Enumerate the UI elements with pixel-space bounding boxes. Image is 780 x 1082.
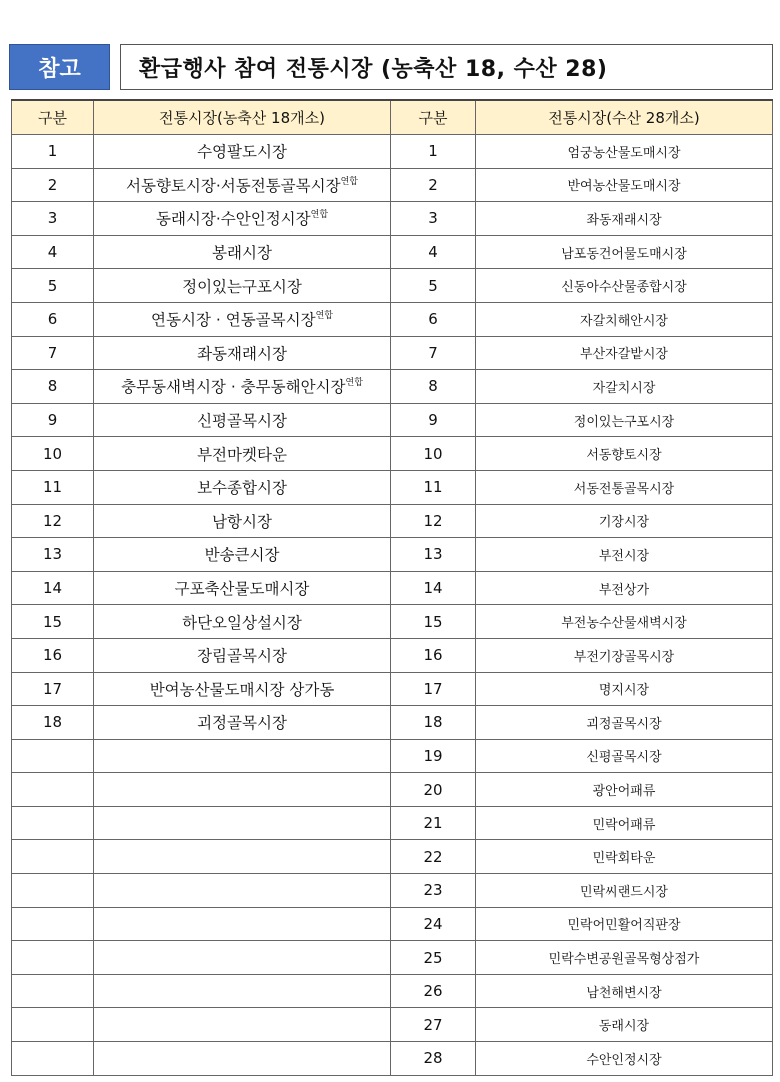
agri-market-cell bbox=[94, 638, 391, 672]
table-row bbox=[12, 840, 773, 874]
sea-market-cell-text: 부전시장 bbox=[598, 548, 650, 564]
table-row bbox=[12, 1042, 773, 1076]
agri-index-cell bbox=[12, 941, 94, 975]
sea-index-cell-text: 3 bbox=[428, 209, 438, 228]
agri-market-cell-text: 수영팔도시장 bbox=[197, 143, 287, 162]
agri-index-cell bbox=[12, 403, 94, 437]
sea-index-cell bbox=[391, 907, 476, 941]
sea-index-cell bbox=[391, 638, 476, 672]
sea-market-cell bbox=[476, 1008, 773, 1042]
sea-market-cell-text: 민락수변공원골목형상점가 bbox=[548, 952, 700, 968]
sea-index-cell bbox=[391, 168, 476, 202]
sea-market-cell bbox=[476, 370, 773, 404]
agri-market-cell-text: 봉래시장 bbox=[212, 244, 272, 263]
union-marker: 연합 bbox=[340, 176, 358, 187]
agri-index-cell bbox=[12, 538, 94, 572]
table-row bbox=[12, 672, 773, 706]
sea-market-cell-text: 좌동재래시장 bbox=[586, 212, 662, 228]
sea-market-cell-text: 남포동건어물도매시장 bbox=[561, 246, 687, 262]
agri-market-cell bbox=[94, 538, 391, 572]
agri-index-cell bbox=[12, 739, 94, 773]
agri-index-cell bbox=[12, 773, 94, 807]
agri-market-cell bbox=[94, 739, 391, 773]
agri-index-cell bbox=[12, 135, 94, 169]
sea-market-cell-text: 부전상가 bbox=[598, 582, 650, 598]
sea-index-cell-text: 8 bbox=[428, 377, 438, 396]
sea-market-cell-text: 부전기장골목시장 bbox=[573, 649, 675, 665]
agri-market-cell-text: 하단오일상설시장 bbox=[182, 613, 302, 632]
agri-market-cell bbox=[94, 202, 391, 236]
sea-market-cell-text: 부전농수산물새벽시장 bbox=[561, 616, 687, 632]
sea-market-cell bbox=[476, 605, 773, 639]
header-index-sea: 구분 bbox=[391, 100, 476, 135]
agri-index-cell-text: 6 bbox=[47, 310, 58, 329]
sea-index-cell-text: 18 bbox=[423, 713, 443, 732]
sea-index-cell bbox=[391, 1008, 476, 1042]
table-row bbox=[12, 470, 773, 504]
sea-index-cell bbox=[391, 840, 476, 874]
agri-index-cell-text: 15 bbox=[42, 612, 63, 631]
agri-market-cell bbox=[94, 605, 391, 639]
agri-market-cell-text: 서동향토시장·서동전통골목시장 bbox=[126, 176, 341, 195]
sea-index-cell-text: 2 bbox=[428, 175, 438, 194]
table-row bbox=[12, 437, 773, 471]
market-table bbox=[11, 99, 773, 1076]
agri-index-cell bbox=[12, 874, 94, 908]
agri-index-cell-text: 18 bbox=[42, 713, 63, 732]
agri-market-cell bbox=[94, 504, 391, 538]
sea-index-cell bbox=[391, 504, 476, 538]
table-row bbox=[12, 168, 773, 202]
agri-market-cell bbox=[94, 806, 391, 840]
sea-index-cell bbox=[391, 672, 476, 706]
sea-market-cell bbox=[476, 672, 773, 706]
agri-market-cell-text: 신평골목시장 bbox=[197, 412, 287, 431]
sea-index-cell bbox=[391, 370, 476, 404]
document-header bbox=[9, 44, 773, 90]
sea-market-cell bbox=[476, 403, 773, 437]
agri-market-cell bbox=[94, 571, 391, 605]
sea-market-cell-text: 서동향토시장 bbox=[586, 448, 662, 464]
table-row bbox=[12, 706, 773, 740]
table-row bbox=[12, 806, 773, 840]
agri-market-cell bbox=[94, 907, 391, 941]
agri-index-cell bbox=[12, 470, 94, 504]
table-row bbox=[12, 235, 773, 269]
table-row bbox=[12, 941, 773, 975]
agri-market-cell bbox=[94, 1042, 391, 1076]
sea-index-cell bbox=[391, 302, 476, 336]
sea-market-cell-text: 광안어패류 bbox=[592, 784, 656, 800]
sea-market-cell bbox=[476, 336, 773, 370]
table-row bbox=[12, 773, 773, 807]
sea-market-cell bbox=[476, 202, 773, 236]
sea-market-cell bbox=[476, 706, 773, 740]
sea-market-cell-text: 엄궁농산물도매시장 bbox=[567, 145, 681, 161]
sea-index-cell-text: 15 bbox=[423, 612, 443, 631]
agri-market-cell bbox=[94, 1008, 391, 1042]
sea-index-cell-text: 14 bbox=[423, 579, 443, 598]
sea-market-cell-text: 정이있는구포시장 bbox=[573, 414, 675, 430]
agri-index-cell-text: 17 bbox=[42, 679, 63, 698]
agri-index-cell bbox=[12, 235, 94, 269]
header-index-agri: 구분 bbox=[12, 100, 94, 135]
table-row bbox=[12, 403, 773, 437]
sea-market-cell-text: 부산자갈밭시장 bbox=[580, 347, 668, 363]
agri-index-cell-text: 4 bbox=[47, 243, 58, 262]
union-marker: 연합 bbox=[315, 311, 333, 322]
agri-market-cell bbox=[94, 302, 391, 336]
table-row bbox=[12, 269, 773, 303]
sea-index-cell-text: 24 bbox=[423, 914, 443, 933]
agri-market-cell-text: 반여농산물도매시장 상가동 bbox=[149, 680, 335, 699]
header-market-sea: 전통시장(수산 28개소) bbox=[476, 100, 773, 135]
agri-index-cell-text: 12 bbox=[42, 511, 63, 530]
sea-index-cell bbox=[391, 605, 476, 639]
agri-index-cell-text: 13 bbox=[42, 545, 63, 564]
sea-market-cell-text: 수안인정시장 bbox=[586, 1052, 662, 1068]
sea-market-cell bbox=[476, 806, 773, 840]
sea-index-cell bbox=[391, 403, 476, 437]
agri-market-cell-text: 부전마켓타운 bbox=[197, 445, 287, 464]
agri-market-cell bbox=[94, 706, 391, 740]
agri-index-cell-text: 9 bbox=[47, 411, 58, 430]
agri-market-cell-text: 보수종합시장 bbox=[197, 479, 287, 498]
sea-market-cell bbox=[476, 739, 773, 773]
agri-index-cell-text: 3 bbox=[47, 209, 58, 228]
sea-market-cell-text: 동래시장 bbox=[598, 1019, 650, 1035]
agri-market-cell bbox=[94, 269, 391, 303]
sea-market-cell bbox=[476, 974, 773, 1008]
sea-market-cell bbox=[476, 773, 773, 807]
sea-market-cell bbox=[476, 135, 773, 169]
sea-market-cell-text: 민락회타운 bbox=[592, 851, 656, 867]
agri-index-cell bbox=[12, 706, 94, 740]
agri-index-cell bbox=[12, 504, 94, 538]
sea-market-cell-text: 민락씨랜드시장 bbox=[580, 884, 668, 900]
sea-index-cell-text: 26 bbox=[423, 982, 443, 1001]
agri-index-cell bbox=[12, 638, 94, 672]
agri-index-cell bbox=[12, 840, 94, 874]
sea-market-cell-text: 남천해변시장 bbox=[586, 985, 662, 1001]
agri-index-cell bbox=[12, 437, 94, 471]
agri-index-cell bbox=[12, 672, 94, 706]
sea-market-cell bbox=[476, 638, 773, 672]
sea-index-cell-text: 19 bbox=[423, 746, 443, 765]
agri-market-cell-text: 충무동새벽시장 · 충무동해안시장 bbox=[121, 378, 346, 397]
agri-market-cell bbox=[94, 672, 391, 706]
header-market-agri: 전통시장(농축산 18개소) bbox=[94, 100, 391, 135]
agri-market-cell-text: 남항시장 bbox=[212, 512, 272, 531]
agri-market-cell-text: 장림골목시장 bbox=[197, 647, 287, 666]
sea-index-cell bbox=[391, 470, 476, 504]
sea-index-cell bbox=[391, 135, 476, 169]
agri-index-cell bbox=[12, 605, 94, 639]
sea-market-cell bbox=[476, 571, 773, 605]
sea-index-cell-text: 25 bbox=[423, 948, 443, 967]
agri-index-cell bbox=[12, 1042, 94, 1076]
sea-index-cell bbox=[391, 706, 476, 740]
document-title: 환급행사 참여 전통시장 (농축산 18, 수산 28) bbox=[120, 44, 773, 90]
sea-index-cell bbox=[391, 941, 476, 975]
agri-index-cell bbox=[12, 974, 94, 1008]
agri-market-cell bbox=[94, 235, 391, 269]
sea-index-cell bbox=[391, 437, 476, 471]
sea-market-cell bbox=[476, 235, 773, 269]
sea-market-cell bbox=[476, 874, 773, 908]
sea-index-cell-text: 9 bbox=[428, 411, 438, 430]
agri-index-cell-text: 11 bbox=[42, 478, 63, 497]
sea-market-cell bbox=[476, 907, 773, 941]
sea-index-cell bbox=[391, 739, 476, 773]
table-row bbox=[12, 874, 773, 908]
table-row bbox=[12, 370, 773, 404]
table-row bbox=[12, 638, 773, 672]
sea-index-cell bbox=[391, 202, 476, 236]
sea-market-cell bbox=[476, 437, 773, 471]
agri-market-cell bbox=[94, 840, 391, 874]
sea-index-cell-text: 21 bbox=[423, 814, 443, 833]
agri-market-cell bbox=[94, 336, 391, 370]
table-row bbox=[12, 907, 773, 941]
sea-index-cell-text: 28 bbox=[423, 1049, 443, 1068]
sea-index-cell bbox=[391, 571, 476, 605]
sea-market-cell bbox=[476, 941, 773, 975]
sea-market-cell bbox=[476, 269, 773, 303]
agri-index-cell-text: 1 bbox=[47, 142, 58, 161]
agri-market-cell bbox=[94, 168, 391, 202]
agri-index-cell-text: 10 bbox=[42, 444, 63, 463]
sea-market-cell bbox=[476, 302, 773, 336]
agri-market-cell-text: 반송큰시장 bbox=[204, 546, 280, 565]
table-row bbox=[12, 538, 773, 572]
sea-index-cell bbox=[391, 806, 476, 840]
agri-market-cell bbox=[94, 941, 391, 975]
sea-index-cell-text: 6 bbox=[428, 310, 438, 329]
sea-market-cell-text: 기장시장 bbox=[598, 515, 650, 531]
table-row bbox=[12, 739, 773, 773]
agri-market-cell bbox=[94, 135, 391, 169]
agri-index-cell-text: 8 bbox=[47, 377, 58, 396]
sea-index-cell-text: 17 bbox=[423, 679, 443, 698]
sea-market-cell bbox=[476, 538, 773, 572]
sea-index-cell-text: 16 bbox=[423, 646, 443, 665]
union-marker: 연합 bbox=[310, 210, 329, 221]
sea-market-cell-text: 자갈치시장 bbox=[592, 380, 656, 396]
table-header-row bbox=[12, 100, 773, 135]
agri-index-cell bbox=[12, 571, 94, 605]
sea-market-cell-text: 민락어패류 bbox=[592, 817, 656, 833]
agri-index-cell-text: 2 bbox=[47, 175, 58, 194]
sea-index-cell-text: 11 bbox=[423, 478, 443, 497]
sea-market-cell-text: 신동아수산물종합시장 bbox=[561, 280, 687, 296]
sea-market-cell-text: 민락어민활어직판장 bbox=[567, 918, 681, 934]
agri-index-cell bbox=[12, 336, 94, 370]
union-marker: 연합 bbox=[345, 378, 363, 389]
sea-index-cell bbox=[391, 773, 476, 807]
sea-market-cell-text: 신평골목시장 bbox=[586, 750, 662, 766]
agri-market-cell-text: 정이있는구포시장 bbox=[182, 277, 302, 296]
agri-index-cell bbox=[12, 1008, 94, 1042]
sea-market-cell bbox=[476, 840, 773, 874]
sea-market-cell-text: 반여농산물도매시장 bbox=[567, 179, 681, 195]
sea-index-cell-text: 12 bbox=[423, 511, 443, 530]
table-row bbox=[12, 202, 773, 236]
agri-market-cell bbox=[94, 773, 391, 807]
sea-market-cell-text: 자갈치해안시장 bbox=[580, 313, 668, 329]
agri-market-cell bbox=[94, 470, 391, 504]
sea-index-cell-text: 20 bbox=[423, 780, 443, 799]
sea-market-cell-text: 괴정골목시장 bbox=[586, 716, 662, 732]
agri-index-cell bbox=[12, 806, 94, 840]
sea-index-cell-text: 10 bbox=[423, 444, 443, 463]
agri-index-cell bbox=[12, 168, 94, 202]
agri-index-cell bbox=[12, 202, 94, 236]
agri-market-cell bbox=[94, 874, 391, 908]
agri-market-cell-text: 좌동재래시장 bbox=[197, 344, 287, 363]
agri-index-cell bbox=[12, 370, 94, 404]
agri-market-cell-text: 구포축산물도매시장 bbox=[174, 580, 310, 599]
sea-index-cell-text: 22 bbox=[423, 847, 443, 866]
sea-index-cell-text: 1 bbox=[428, 142, 438, 161]
sea-index-cell bbox=[391, 235, 476, 269]
sea-market-cell bbox=[476, 168, 773, 202]
sea-index-cell-text: 23 bbox=[423, 881, 443, 900]
sea-index-cell-text: 13 bbox=[423, 545, 443, 564]
agri-index-cell bbox=[12, 907, 94, 941]
sea-market-cell bbox=[476, 504, 773, 538]
sea-index-cell bbox=[391, 874, 476, 908]
reference-tag: 참고 bbox=[9, 44, 110, 90]
agri-market-cell bbox=[94, 403, 391, 437]
table-row bbox=[12, 1008, 773, 1042]
sea-market-cell-text: 명지시장 bbox=[598, 683, 650, 699]
agri-market-cell bbox=[94, 974, 391, 1008]
table-row bbox=[12, 504, 773, 538]
agri-index-cell bbox=[12, 302, 94, 336]
agri-market-cell bbox=[94, 437, 391, 471]
table-row bbox=[12, 135, 773, 169]
sea-market-cell-text: 서동전통골목시장 bbox=[573, 481, 675, 497]
agri-index-cell-text: 16 bbox=[42, 646, 63, 665]
sea-index-cell-text: 5 bbox=[428, 276, 438, 295]
sea-index-cell-text: 4 bbox=[428, 243, 438, 262]
sea-market-cell bbox=[476, 470, 773, 504]
table-row bbox=[12, 302, 773, 336]
sea-market-cell bbox=[476, 1042, 773, 1076]
sea-index-cell bbox=[391, 336, 476, 370]
table-row bbox=[12, 605, 773, 639]
sea-index-cell bbox=[391, 974, 476, 1008]
agri-index-cell-text: 14 bbox=[42, 579, 63, 598]
table-row bbox=[12, 571, 773, 605]
sea-index-cell bbox=[391, 538, 476, 572]
agri-index-cell bbox=[12, 269, 94, 303]
agri-market-cell-text: 동래시장·수안인정시장 bbox=[155, 210, 311, 229]
agri-market-cell-text: 괴정골목시장 bbox=[197, 714, 287, 733]
sea-index-cell bbox=[391, 1042, 476, 1076]
table-row bbox=[12, 336, 773, 370]
agri-market-cell bbox=[94, 370, 391, 404]
agri-index-cell-text: 5 bbox=[47, 276, 58, 295]
table-row bbox=[12, 974, 773, 1008]
agri-market-cell-text: 연동시장 · 연동골목시장 bbox=[151, 311, 316, 330]
agri-index-cell-text: 7 bbox=[47, 343, 58, 362]
sea-index-cell-text: 7 bbox=[428, 343, 438, 362]
sea-index-cell-text: 27 bbox=[423, 1015, 443, 1034]
sea-index-cell bbox=[391, 269, 476, 303]
